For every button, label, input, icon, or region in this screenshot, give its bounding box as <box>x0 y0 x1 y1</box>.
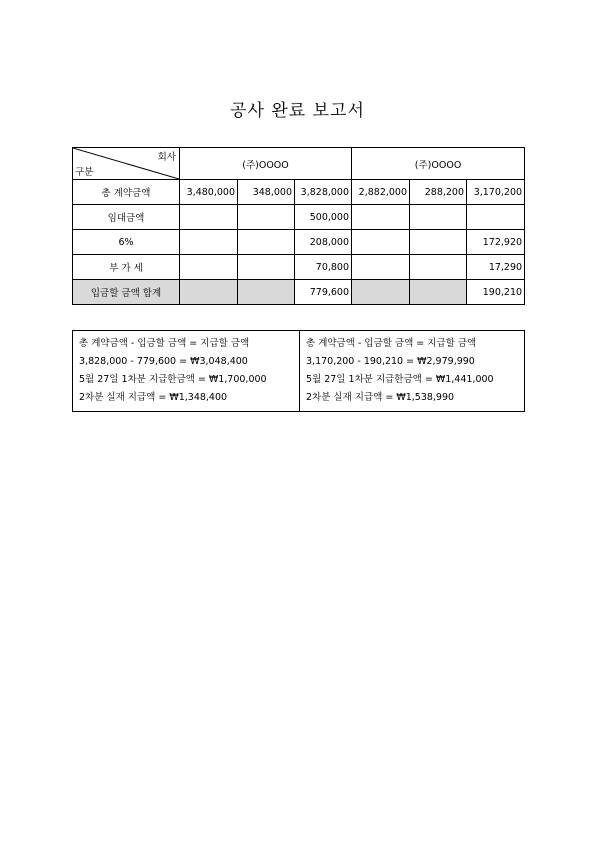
company-name-1: (주)OOOO <box>180 148 352 180</box>
row-label: 임대금액 <box>73 205 180 230</box>
table-cell: 70,800 <box>295 255 352 280</box>
calc-line: 총 계약금액 - 입금할 금액 = 지급할 금액 <box>306 338 477 349</box>
table-cell: 17,290 <box>467 255 525 280</box>
calculation-row <box>73 331 525 412</box>
category-header-label: 구분 <box>75 167 94 178</box>
table-cell <box>410 255 467 280</box>
table-cell: 172,920 <box>467 230 525 255</box>
table-header-row <box>73 148 525 180</box>
table-row <box>73 255 525 280</box>
table-cell <box>238 205 295 230</box>
calc-line: 3,170,200 - 190,210 = ₩2,979,990 <box>306 356 475 367</box>
company-name-2: (주)OOOO <box>352 148 525 180</box>
page-title: 공사 완료 보고서 <box>230 101 365 121</box>
row-label: 총 계약금액 <box>73 180 180 205</box>
table-cell <box>180 255 238 280</box>
total-row <box>73 280 525 305</box>
table-cell: 190,210 <box>467 280 525 305</box>
table-row <box>73 180 525 205</box>
table-cell <box>410 230 467 255</box>
table-cell: 779,600 <box>295 280 352 305</box>
contract-table <box>72 147 525 305</box>
table-cell: 208,000 <box>295 230 352 255</box>
table-cell: 500,000 <box>295 205 352 230</box>
calc-line: 2차분 실재 지급액 = ₩1,538,990 <box>306 392 455 403</box>
table-cell: 3,828,000 <box>295 180 352 205</box>
table-row <box>73 205 525 230</box>
table-cell <box>352 280 410 305</box>
calculation-cell-1 <box>73 331 300 412</box>
table-cell <box>238 255 295 280</box>
table-cell <box>352 230 410 255</box>
table-cell <box>410 280 467 305</box>
table-cell <box>467 205 525 230</box>
table-cell: 2,882,000 <box>352 180 410 205</box>
table-cell: 3,480,000 <box>180 180 238 205</box>
calc-line: 3,828,000 - 779,600 = ₩3,048,400 <box>79 356 248 367</box>
table-cell: 3,170,200 <box>467 180 525 205</box>
table-cell <box>180 205 238 230</box>
calc-line: 5월 27일 1차분 지급한금액 = ₩1,441,000 <box>306 374 494 385</box>
row-label: 부 가 세 <box>73 255 180 280</box>
table-cell <box>410 205 467 230</box>
table-cell: 288,200 <box>410 180 467 205</box>
calc-line: 2차분 실재 지급액 = ₩1,348,400 <box>79 392 228 403</box>
corner-header-cell <box>73 148 180 180</box>
table-cell <box>238 280 295 305</box>
row-label: 입금할 금액 합계 <box>73 280 180 305</box>
table-cell <box>238 230 295 255</box>
table-cell <box>352 205 410 230</box>
table-cell <box>180 230 238 255</box>
table-cell: 348,000 <box>238 180 295 205</box>
calc-line: 5월 27일 1차분 지급한금액 = ₩1,700,000 <box>79 374 267 385</box>
company-header-label: 회사 <box>157 152 176 163</box>
table-cell <box>180 280 238 305</box>
calc-line: 총 계약금액 - 입금할 금액 = 지급할 금액 <box>79 338 250 349</box>
table-row <box>73 230 525 255</box>
calculation-table <box>72 330 525 412</box>
row-label: 6% <box>73 230 180 255</box>
calculation-cell-2 <box>300 331 525 412</box>
table-cell <box>352 255 410 280</box>
